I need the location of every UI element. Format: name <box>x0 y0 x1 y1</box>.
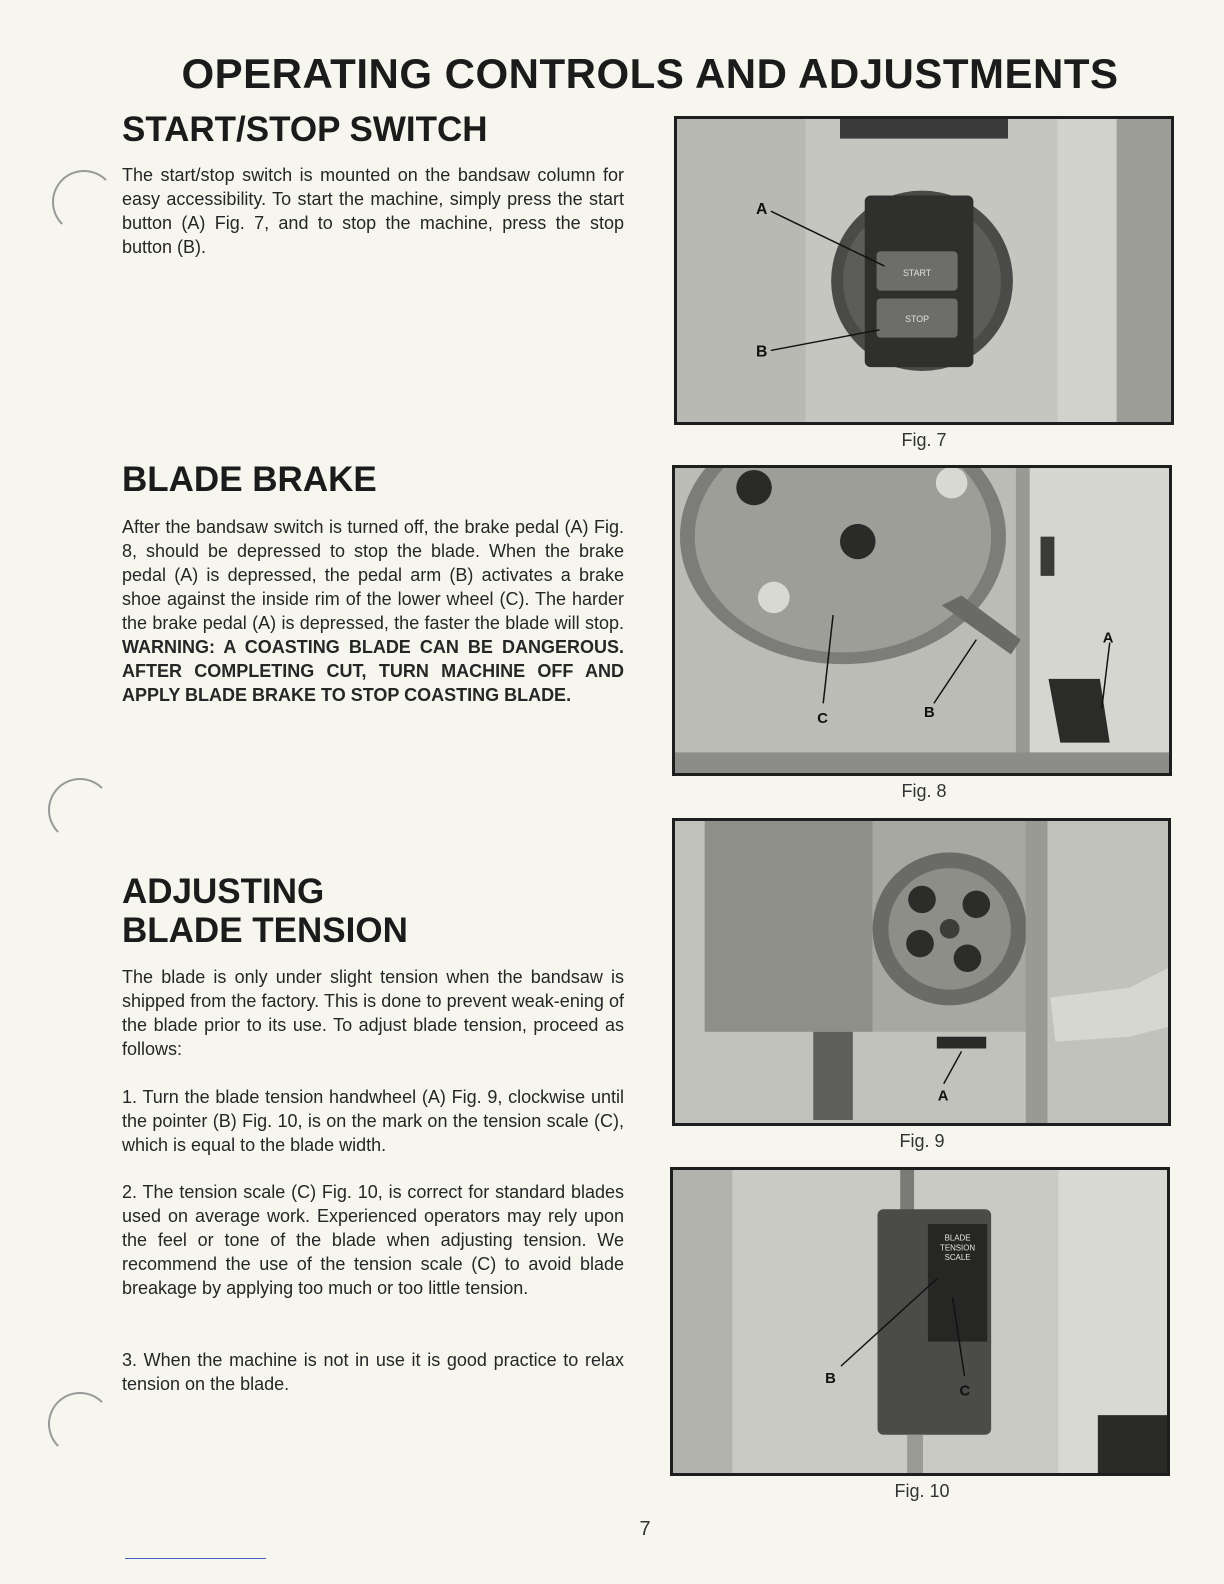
section-heading-start-stop: START/STOP SWITCH <box>122 110 488 149</box>
page-number: 7 <box>639 1518 651 1540</box>
binder-hole-middle <box>48 778 112 842</box>
fig8-callout-a: A <box>1102 630 1114 647</box>
fig8-callout-b: B <box>923 705 935 722</box>
blade-brake-text: After the bandsaw switch is turned off, the brake pedal (A) Fig. 8, should be depressed to stop the blade. When the brake pedal (A) is depressed, the pedal arm (B) activates a brake shoe against the inside rim of the lower wheel (C). The harder the brake pedal (A) is depressed, the faster the blade will stop. <box>122 517 624 633</box>
blade-tension-step-1: 1. Turn the blade tension handwheel (A) Fig. 9, clockwise until the pointer (B) Fig. 10, is on the mark on the tension scale (C), which is equal to the blade width. <box>122 1087 624 1155</box>
figure-7-caption: Fig. 7 <box>901 430 947 450</box>
blade-tension-step-2: 2. The tension scale (C) Fig. 10, is correct for standard blades used on average work. Experienced operators may rely upon the feel or tone of the blade when adjusting tension. We recommend the use of the tension scale (C) to avoid blade breakage by applying too much or too little tension. <box>122 1182 624 1298</box>
figure-8-photo <box>672 465 1172 776</box>
figure-10-photo <box>670 1167 1170 1476</box>
figure-8-caption: Fig. 8 <box>901 781 947 801</box>
fig7-start-label: START <box>902 267 932 278</box>
page-title: OPERATING CONTROLS AND ADJUSTMENTS <box>181 50 1119 97</box>
fig10-scale-text-1: BLADE <box>944 1233 971 1243</box>
blade-brake-body <box>122 515 624 707</box>
footer-rule <box>125 1558 266 1559</box>
fig7-callout-b: B <box>756 343 768 361</box>
figure-7-photo <box>674 116 1174 425</box>
blade-brake-warning: WARNING: A COASTING BLADE CAN BE DANGEROUS. AFTER COMPLETING CUT, TURN MACHINE OFF AND APPLY BLADE BRAKE TO STOP COASTING BLADE. <box>122 637 624 705</box>
fig7-callout-a: A <box>756 201 768 219</box>
binder-hole-bottom <box>48 1392 112 1456</box>
fig10-callout-c: C <box>959 1383 971 1400</box>
blade-tension-step-3: 3. When the machine is not in use it is good practice to relax tension on the blade. <box>122 1350 624 1394</box>
figure-9-caption: Fig. 9 <box>899 1131 945 1151</box>
figure-10-caption: Fig. 10 <box>894 1481 950 1501</box>
blade-tension-heading-line2: BLADE TENSION <box>122 911 408 950</box>
fig8-callout-c: C <box>817 711 828 727</box>
fig10-scale-text-3: SCALE <box>944 1253 971 1263</box>
section-heading-blade-tension <box>122 872 408 950</box>
fig10-scale-text-2: TENSION <box>940 1243 976 1253</box>
fig10-callout-b: B <box>825 1370 836 1387</box>
binder-hole-top <box>52 170 116 234</box>
fig9-callout-a: A <box>937 1088 949 1105</box>
section-heading-blade-brake: BLADE BRAKE <box>122 460 377 499</box>
blade-tension-heading-line1: ADJUSTING <box>122 872 325 911</box>
start-stop-body: The start/stop switch is mounted on the bandsaw column for easy accessibility. To start the machine, simply press the start button (A) Fig. 7, and to stop the machine, press the stop button (B). <box>122 165 624 257</box>
fig7-stop-label: STOP <box>905 314 930 324</box>
blade-tension-intro: The blade is only under slight tension when the bandsaw is shipped from the factory. This is done to prevent weak-ening of the blade prior to its use. To adjust blade tension, proceed as follows: <box>122 967 624 1059</box>
figure-9-photo <box>672 818 1171 1126</box>
